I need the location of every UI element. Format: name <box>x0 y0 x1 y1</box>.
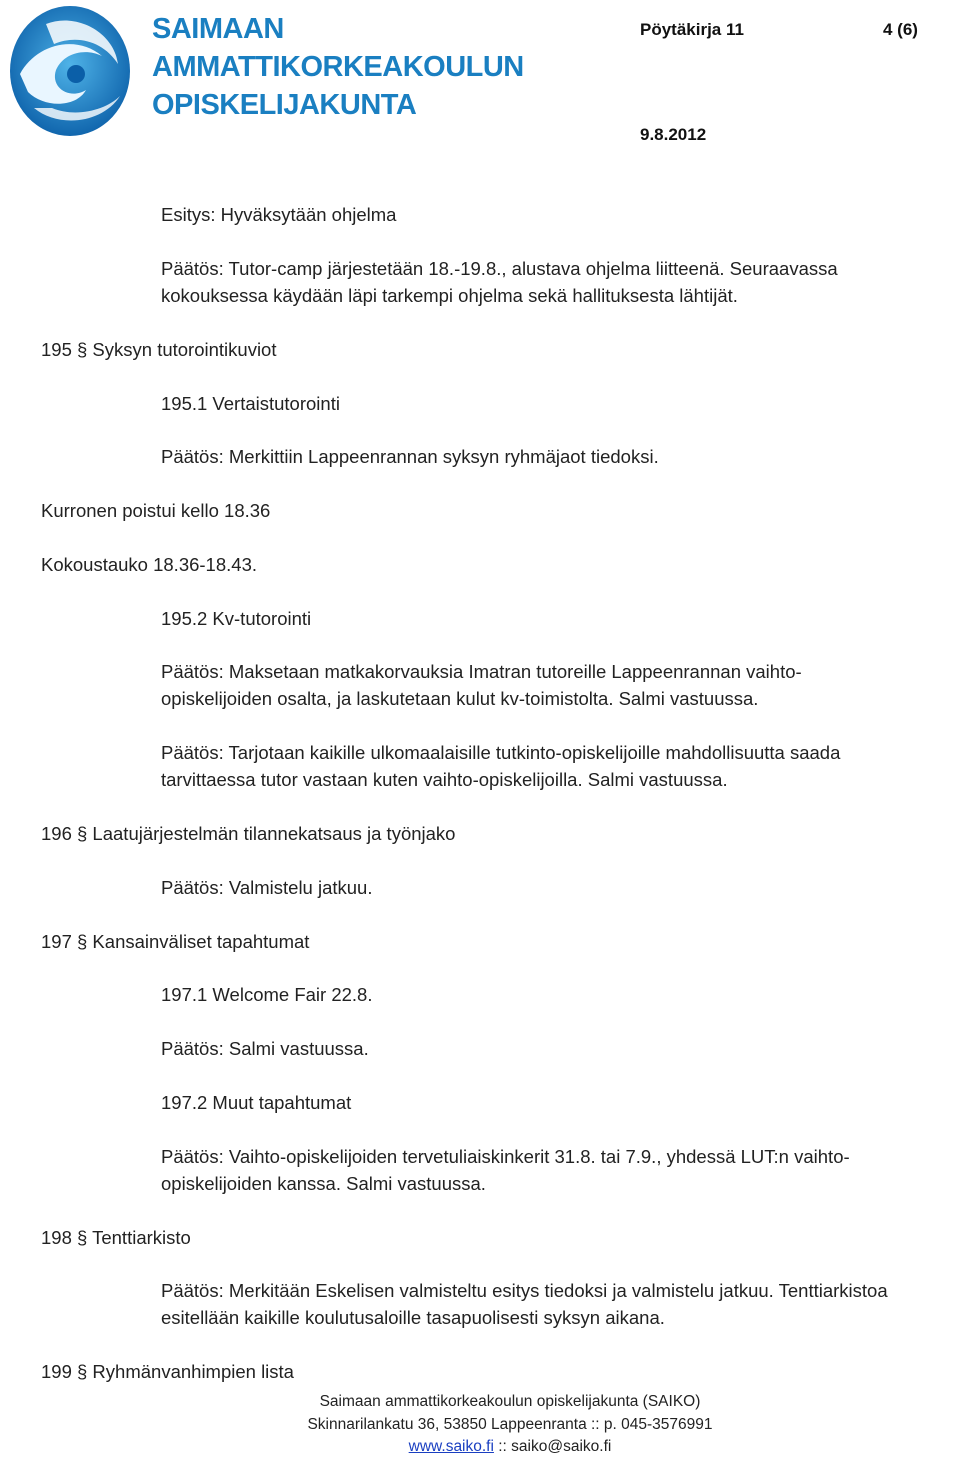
decision-197-2-line1: Päätös: Vaihto-opiskelijoiden tervetuliaiskinkerit 31.8. tai 7.9., yhdessä LUT:n vaihto- <box>161 1146 850 1167</box>
decision-198-line2: esitellään kaikille koulutusaloille tasapuolisesti syksyn aikana. <box>161 1307 665 1328</box>
decision-195-2-b-line2: tarvittaessa tutor vastaan kuten vaihto-opiskelijoilla. Salmi vastuussa. <box>161 769 728 790</box>
decision-195-2-a-line1: Päätös: Maksetaan matkakorvauksia Imatran tutoreille Lappeenrannan vaihto- <box>161 661 802 682</box>
section-198-heading: 198 § Tenttiarkisto <box>41 1227 191 1248</box>
brand-line-1: SAIMAAN <box>152 13 284 45</box>
brand-line-3: OPISKELIJAKUNTA <box>152 89 417 121</box>
section-195-heading: 195 § Syksyn tutorointikuviot <box>41 339 277 360</box>
brand-line-2: AMMATTIKORKEAKOULUN <box>152 51 524 83</box>
subsection-195-2-heading: 195.2 Kv-tutorointi <box>161 608 312 629</box>
proposal-text: Esitys: Hyväksytään ohjelma <box>161 204 397 225</box>
document-title: Pöytäkirja 11 <box>640 20 744 39</box>
subsection-197-1-heading: 197.1 Welcome Fair 22.8. <box>161 984 373 1005</box>
decision-196: Päätös: Valmistelu jatkuu. <box>161 877 373 898</box>
section-199-heading: 199 § Ryhmänvanhimpien lista <box>41 1361 294 1382</box>
footer-organization: Saimaan ammattikorkeakoulun opiskelijakunta (SAIKO) <box>319 1393 701 1410</box>
decision-197-1: Päätös: Salmi vastuussa. <box>161 1038 369 1059</box>
wave-logo <box>6 4 132 138</box>
note-break: Kokoustauko 18.36-18.43. <box>41 554 257 575</box>
section-197-heading: 197 § Kansainväliset tapahtumat <box>41 931 310 952</box>
website-link[interactable]: www.saiko.fi <box>408 1438 494 1455</box>
decision-195-1: Päätös: Merkittiin Lappeenrannan syksyn ryhmäjaot tiedoksi. <box>161 446 659 467</box>
decision-195-2-a-line2: opiskelijoiden osalta, ja laskutetaan kulut kv-toimistolta. Salmi vastuussa. <box>161 688 759 709</box>
decision-tutorcamp-line1: Päätös: Tutor-camp järjestetään 18.-19.8., alustava ohjelma liitteenä. Seuraavassa <box>161 258 838 279</box>
decision-195-2-b-line1: Päätös: Tarjotaan kaikille ulkomaalaisille tutkinto-opiskelijoille mahdollisuutta saada <box>161 742 841 763</box>
note-kurronen: Kurronen poistui kello 18.36 <box>41 500 271 521</box>
section-196-heading: 196 § Laatujärjestelmän tilannekatsaus ja työnjako <box>41 823 456 844</box>
footer-contact <box>230 1438 790 1456</box>
footer-email: saiko@saiko.fi <box>511 1438 612 1455</box>
decision-198-line1: Päätös: Merkitään Eskelisen valmisteltu esitys tiedoksi ja valmistelu jatkuu. Tenttiarkistoa <box>161 1280 888 1301</box>
subsection-197-2-heading: 197.2 Muut tapahtumat <box>161 1092 352 1113</box>
footer-address: Skinnarilankatu 36, 53850 Lappeenranta :: p. 045-3576991 <box>307 1416 713 1433</box>
footer-separator: :: <box>493 1438 512 1455</box>
document-date: 9.8.2012 <box>640 125 707 144</box>
decision-tutorcamp-line2: kokouksessa käydään läpi tarkempi ohjelma sekä hallituksesta lähtijät. <box>161 285 738 306</box>
subsection-195-1-heading: 195.1 Vertaistutorointi <box>161 393 340 414</box>
decision-197-2-line2: opiskelijoiden kanssa. Salmi vastuussa. <box>161 1173 486 1194</box>
page-number: 4 (6) <box>883 20 918 39</box>
